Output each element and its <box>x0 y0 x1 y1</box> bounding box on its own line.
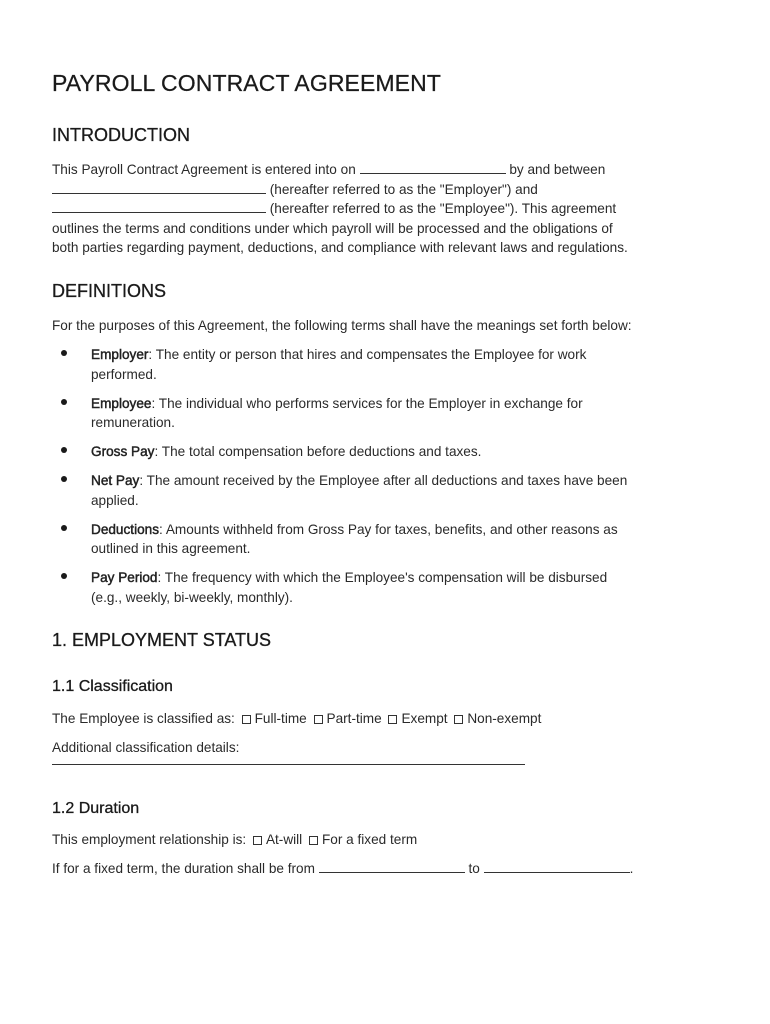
introduction-paragraph <box>52 160 722 258</box>
intro-text: outlines the terms and conditions under which payroll will be processed and the obligations of <box>52 220 613 236</box>
definitions-list <box>52 345 712 617</box>
at-will-checkbox[interactable] <box>253 836 262 845</box>
bullet-icon <box>61 476 67 482</box>
fixed-term-line: If for a fixed term, the duration shall be from to . <box>52 861 634 876</box>
end-date-blank[interactable] <box>484 860 630 873</box>
intro-text: by and between <box>509 162 606 177</box>
intro-text: both parties regarding payment, deductions, and compliance with relevant laws and regulations. <box>52 240 628 255</box>
definition-item: Employee: The individual who performs services for the Employer in exchange for remuneration. <box>52 394 712 433</box>
introduction-heading: INTRODUCTION <box>52 125 190 145</box>
full-time-checkbox[interactable] <box>242 715 251 724</box>
definition-item: Pay Period: The frequency with which the Employee's compensation will be disbursed (e.g., weekly, bi-weekly, monthly). <box>52 568 712 607</box>
bullet-icon <box>61 573 67 579</box>
start-date-blank[interactable] <box>319 860 465 873</box>
employee-blank[interactable] <box>52 200 266 213</box>
classification-details-label: Additional classification details: <box>52 740 240 755</box>
intro-text: This Payroll Contract Agreement is entered into on <box>52 162 356 177</box>
employment-status-heading: 1. EMPLOYMENT STATUS <box>52 630 272 650</box>
part-time-checkbox[interactable] <box>314 715 323 724</box>
employer-blank[interactable] <box>52 181 266 194</box>
definition-item: Net Pay: The amount received by the Employee after all deductions and taxes have been applied. <box>52 471 712 510</box>
definition-item: Gross Pay: The total compensation before deductions and taxes. <box>52 442 712 462</box>
bullet-icon <box>61 399 67 405</box>
definition-item: Employer: The entity or person that hires and compensates the Employee for work performed. <box>52 345 712 384</box>
classification-options: The Employee is classified as: Full-time Part-time Exempt Non-exempt <box>52 711 542 726</box>
non-exempt-checkbox[interactable] <box>454 715 463 724</box>
exempt-checkbox[interactable] <box>388 715 397 724</box>
fixed-term-checkbox[interactable] <box>309 836 318 845</box>
bullet-icon <box>61 525 67 531</box>
bullet-icon <box>61 350 67 356</box>
definitions-heading: DEFINITIONS <box>52 281 167 301</box>
date-blank[interactable] <box>360 161 506 174</box>
bullet-icon <box>61 447 67 453</box>
intro-text: (hereafter referred to as the "Employer") and <box>269 181 538 197</box>
duration-options: This employment relationship is: At-will For a fixed term <box>52 832 418 847</box>
definitions-lead: For the purposes of this Agreement, the following terms shall have the meanings set forth below: <box>52 318 632 333</box>
intro-text: (hereafter referred to as the "Employee"). This agreement <box>269 201 617 216</box>
classification-details-blank[interactable] <box>52 764 525 765</box>
document-title: PAYROLL CONTRACT AGREEMENT <box>52 70 441 96</box>
classification-heading: 1.1 Classification <box>52 678 173 695</box>
duration-heading: 1.2 Duration <box>52 800 140 817</box>
definition-item: Deductions: Amounts withheld from Gross Pay for taxes, benefits, and other reasons as outlined in this agreement. <box>52 520 712 559</box>
